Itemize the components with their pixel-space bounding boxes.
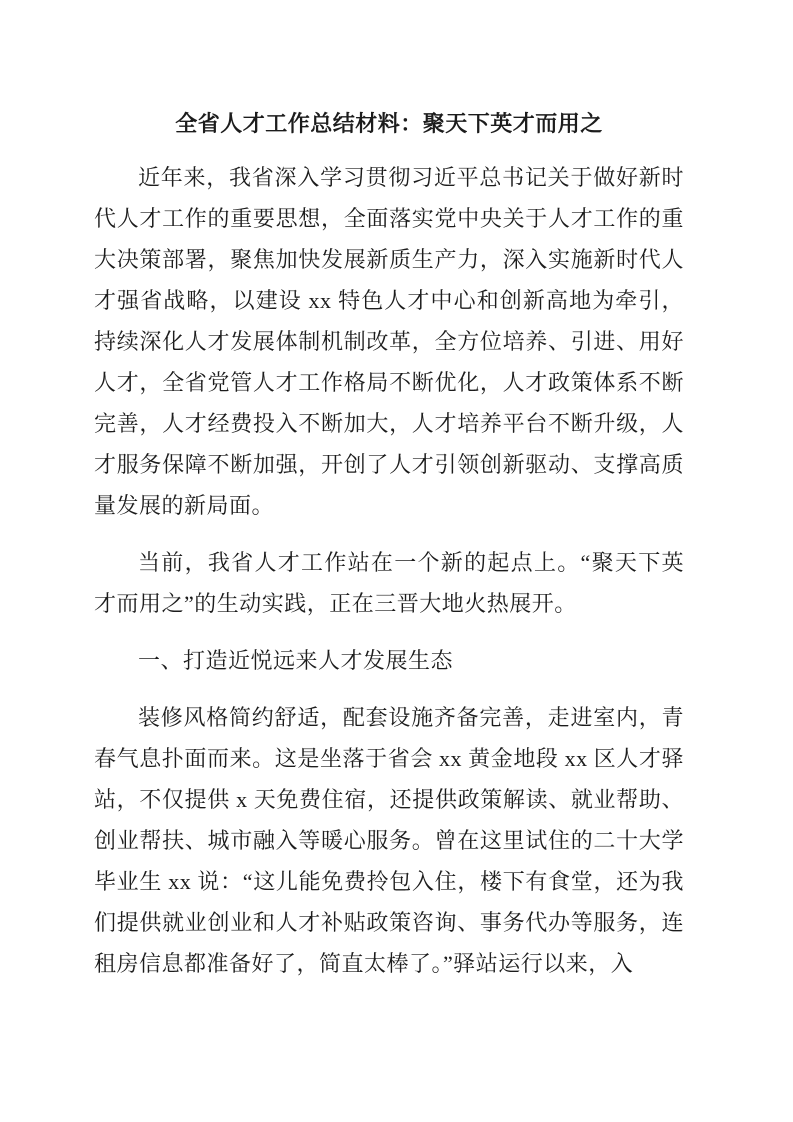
section-heading-1: 一、打造近悦远来人才发展生态 xyxy=(138,648,454,673)
paragraph-talent-station: 装修风格简约舒适，配套设施齐备完善，走进室内，青春气息扑面而来。这是坐落于省会 xx 黄金地段 xx 区人才驿站，不仅提供 x 天免费住宿，还提供政策解读、就业帮助、创业帮扶、城市融入等暖心服务。曾在这里试住的二十大学毕业生 xx 说：“这儿能免费拎包入住，楼下有食堂，还为我们提供就业创业和人才补贴政策咨询、事务代办等服务，连租房信息都准备好了，简直太棒了。”驿站运行以来，入 xyxy=(94,705,684,976)
paragraph-intro: 近年来，我省深入学习贯彻习近平总书记关于做好新时代人才工作的重要思想，全面落实党中央关于人才工作的重大决策部署，聚焦加快发展新质生产力，深入实施新时代人才强省战略，以建设 xx 特色人才中心和创新高地为牵引，持续深化人才发展体制机制改革，全方位培养、引进、用好人才，全省党管人才工作格局不断优化，人才政策体系不断完善，人才经费投入不断加大，人才培养平台不断升级，人才服务保障不断加强，开创了人才引领创新驱动、支撑高质量发展的新局面。 xyxy=(94,165,684,518)
document-title: 全省人才工作总结材料：聚天下英才而用之 xyxy=(175,111,603,136)
paragraph-current-situation: 当前，我省人才工作站在一个新的起点上。“聚天下英才而用之”的生动实践，正在三晋大地火热展开。 xyxy=(94,550,684,616)
